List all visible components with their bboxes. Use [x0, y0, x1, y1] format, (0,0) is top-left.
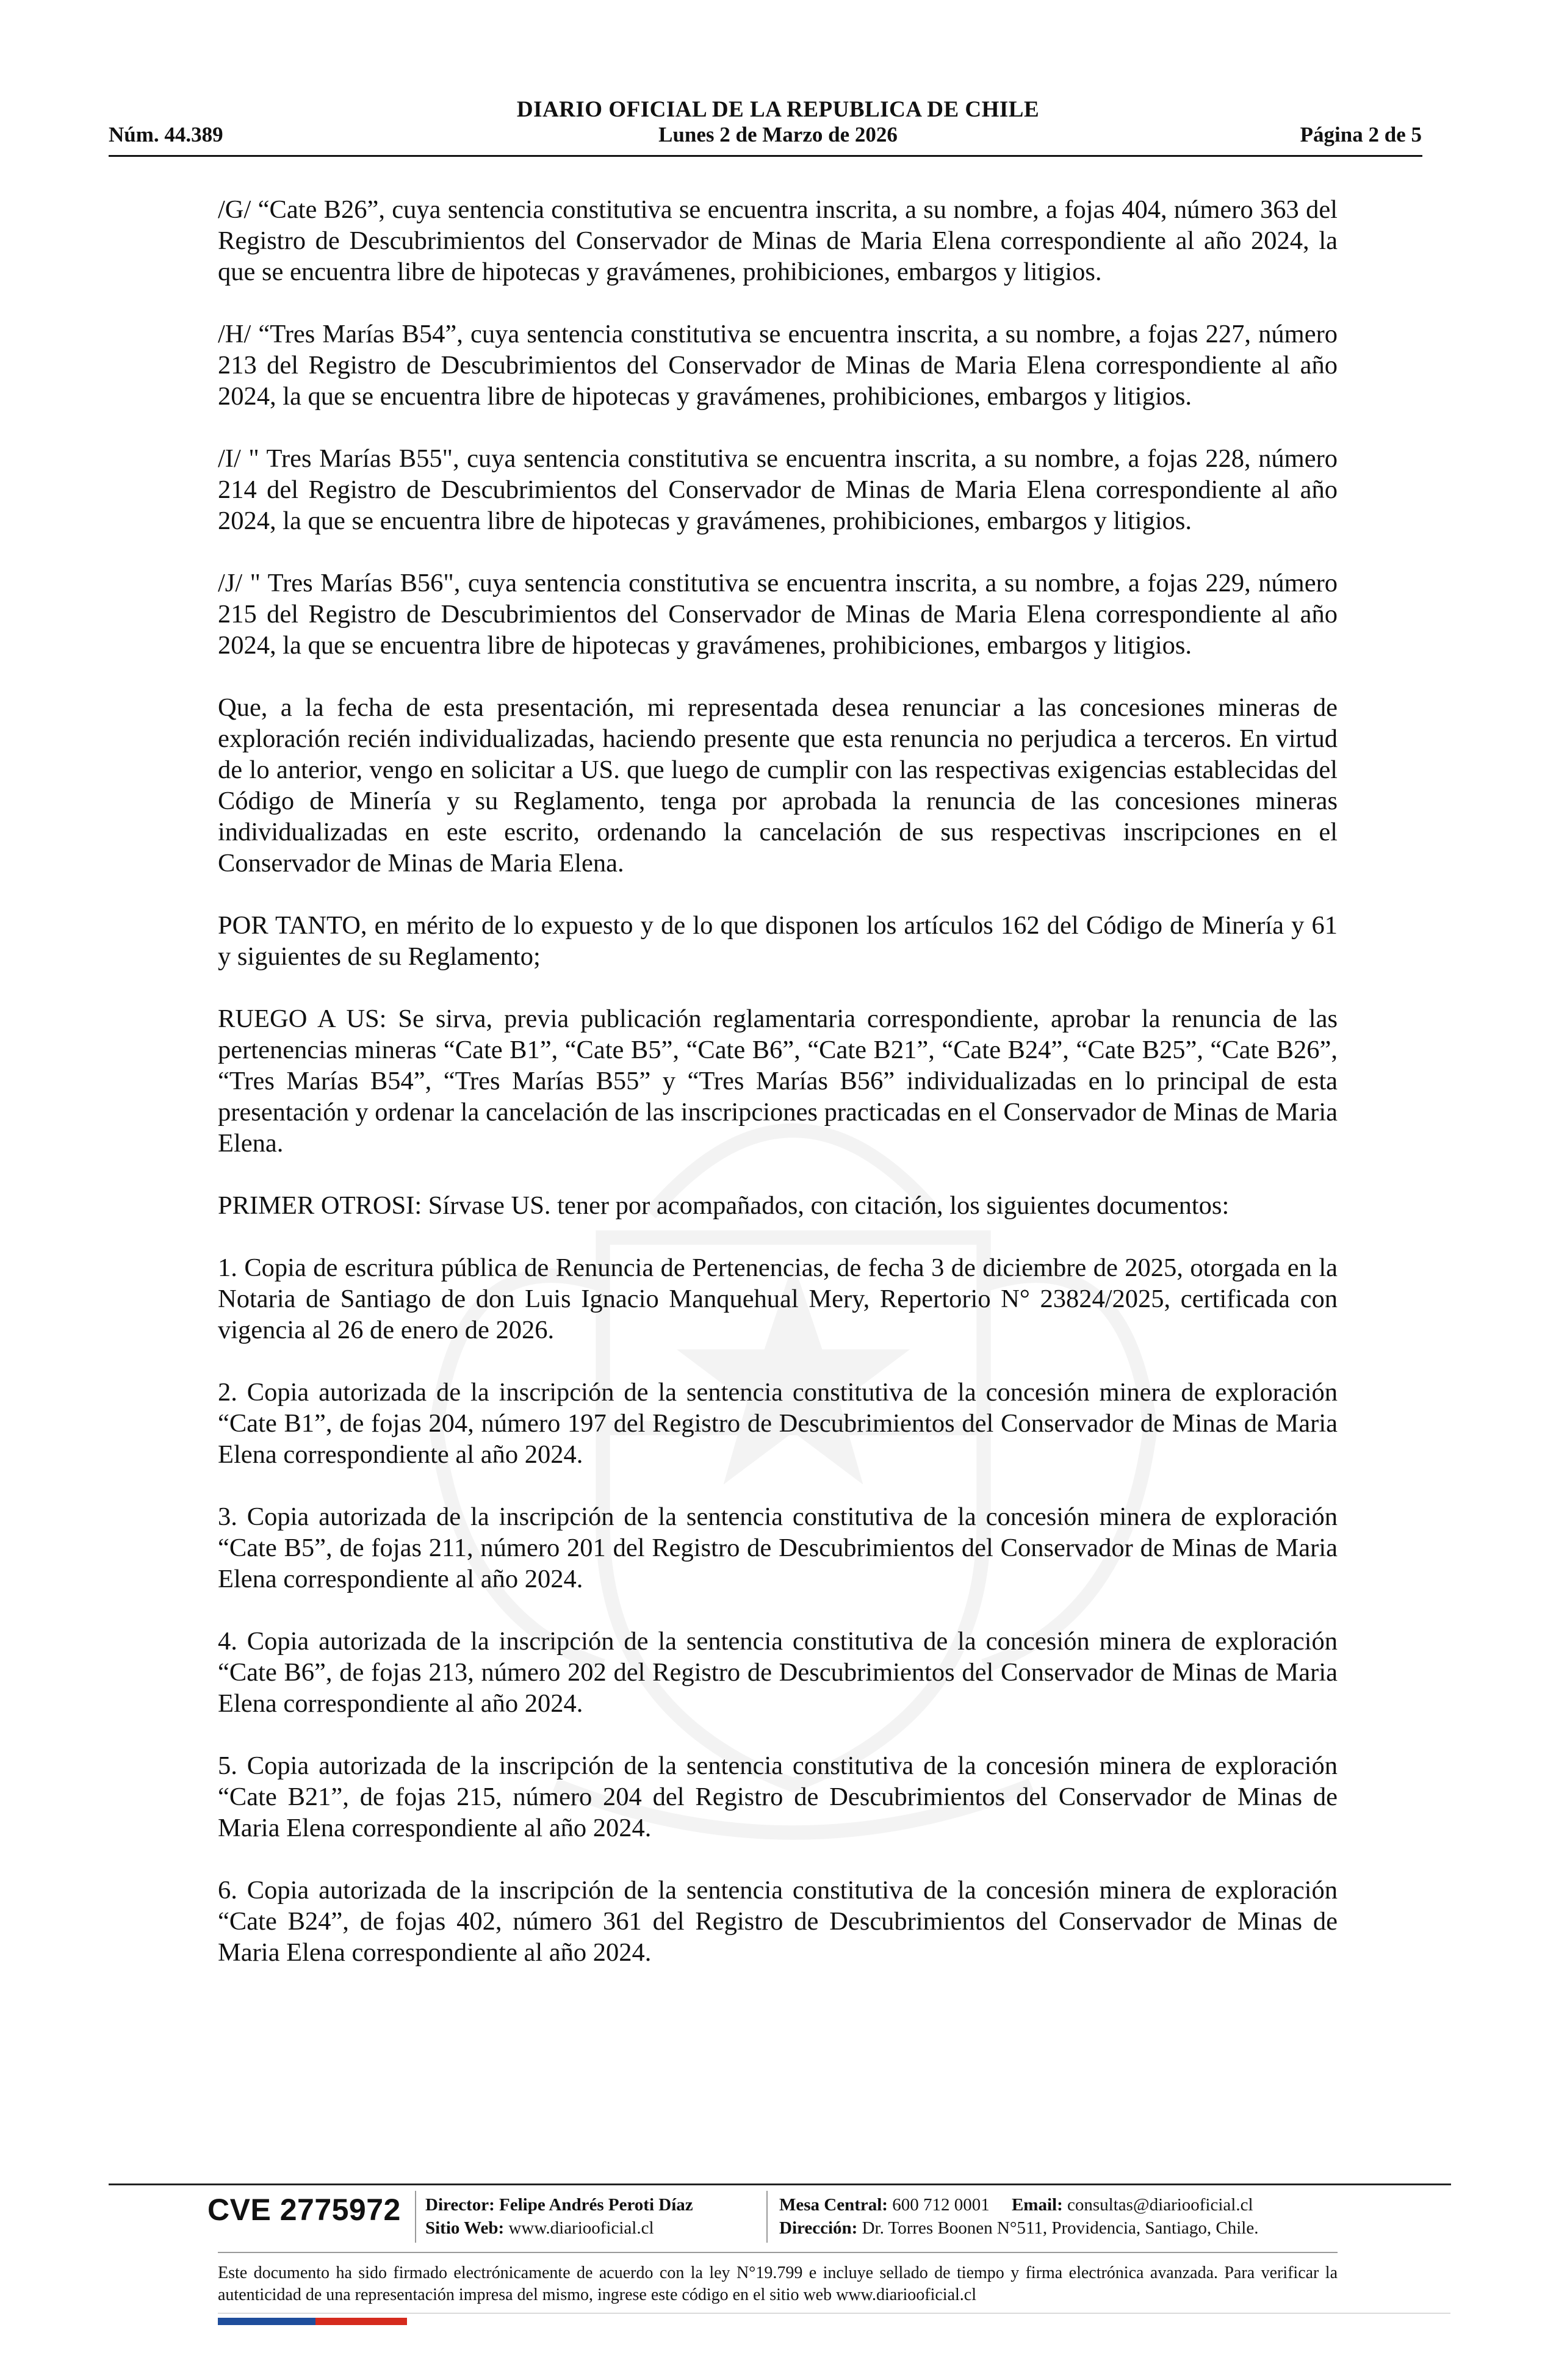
- document-list-item-6: 6. Copia autorizada de la inscripción de la sentencia constitutiva de la concesión minera de exploración “Cate B24”, de fojas 402, número 361 del Registro de Descubrimientos del Conservador de Minas de Maria Elena correspondiente al año 2024.: [218, 1876, 1338, 1967]
- director-label: Director:: [425, 2195, 495, 2215]
- issue-date: Lunes 2 de Marzo de 2026: [658, 123, 898, 146]
- document-body: [218, 194, 1338, 1999]
- footer-separator: [766, 2191, 768, 2243]
- header-divider: [109, 155, 1422, 157]
- paragraph-i-tres-marias-b55: /I/ " Tres Marías B55", cuya sentencia constitutiva se encuentra inscrita, a su nombre, a fojas 228, número 214 del Registro de Descubrimientos del Conservador de Minas de Maria Elena correspondiente al año 2024, la que se encuentra libre de hipotecas y gravámenes, prohibiciones, embargos y litigios.: [218, 444, 1338, 535]
- document-list-item-3: 3. Copia autorizada de la inscripción de la sentencia constitutiva de la concesión minera de exploración “Cate B5”, de fojas 211, número 201 del Registro de Descubrimientos del Conservador de Minas de Maria Elena correspondiente al año 2024.: [218, 1502, 1338, 1593]
- paragraph-j-tres-marias-b56: /J/ " Tres Marías B56", cuya sentencia constitutiva se encuentra inscrita, a su nombre, a fojas 229, número 215 del Registro de Descubrimientos del Conservador de Minas de Maria Elena correspondiente al año 2024, la que se encuentra libre de hipotecas y gravámenes, prohibiciones, embargos y litigios.: [218, 569, 1338, 660]
- paragraph-ruego-a-us: RUEGO A US: Se sirva, previa publicación reglamentaria correspondiente, aprobar la renuncia de las pertenencias mineras “Cate B1”, “Cate B5”, “Cate B6”, “Cate B21”, “Cate B24”, “Cate B25”, “Cate B26”, “Tres Marías B54”, “Tres Marías B55” y “Tres Marías B56” individualizadas en lo principal de esta presentación y ordenar la cancelación de las inscripciones practicadas en el Conservador de Minas de Maria Elena.: [218, 1004, 1338, 1158]
- paragraph-renunciation-request: Que, a la fecha de esta presentación, mi representada desea renunciar a las concesiones mineras de exploración recién individualizadas, haciendo presente que esta renuncia no perjudica a terceros. En virtud de lo anterior, vengo en solicitar a US. que luego de cumplir con las respectivas exigencias establecidas del Código de Minería y su Reglamento, tenga por aprobada la renuncia de las concesiones mineras individualizadas en este escrito, ordenando la cancelación de sus respectivas inscripciones en el Conservador de Minas de Maria Elena.: [218, 693, 1338, 878]
- footer-director-block: [425, 2193, 693, 2240]
- email-label: Email:: [1011, 2195, 1063, 2215]
- paragraph-primer-otrosi: PRIMER OTROSI: Sírvase US. tener por acompañados, con citación, los siguientes documentos:: [218, 1191, 1230, 1220]
- page-indicator: Página 2 de 5: [1300, 123, 1422, 146]
- newspaper-title: DIARIO OFICIAL DE LA REPUBLICA DE CHILE: [516, 97, 1040, 122]
- footer-separator: [415, 2191, 416, 2243]
- address-value: Dr. Torres Boonen N°511, Providencia, Santiago, Chile.: [862, 2218, 1259, 2238]
- address-label: Dirección:: [779, 2218, 858, 2238]
- site-link[interactable]: www.diariooficial.cl: [508, 2218, 654, 2238]
- document-list-item-4: 4. Copia autorizada de la inscripción de la sentencia constitutiva de la concesión minera de exploración “Cate B6”, de fojas 213, número 202 del Registro de Descubrimientos del Conservador de Minas de Maria Elena correspondiente al año 2024.: [218, 1627, 1338, 1718]
- mesa-label: Mesa Central:: [779, 2195, 888, 2215]
- footer-divider-middle: [218, 2252, 1338, 2253]
- cve-code: CVE 2775972: [207, 2193, 401, 2227]
- issue-number: Núm. 44.389: [109, 123, 223, 146]
- flag-red-band: [315, 2318, 407, 2325]
- paragraph-h-tres-marias-b54: /H/ “Tres Marías B54”, cuya sentencia constitutiva se encuentra inscrita, a su nombre, a fojas 227, número 213 del Registro de Descubrimientos del Conservador de Minas de Maria Elena correspondiente al año 2024, la que se encuentra libre de hipotecas y gravámenes, prohibiciones, embargos y litigios.: [218, 320, 1338, 411]
- chile-flag-stripe: [218, 2318, 407, 2325]
- paragraph-por-tanto: POR TANTO, en mérito de lo expuesto y de lo que disponen los artículos 162 del Código de Minería y 61 y siguientes de su Reglamento;: [218, 911, 1338, 971]
- director-name: Felipe Andrés Peroti Díaz: [499, 2195, 693, 2215]
- footer-divider-top: [109, 2183, 1451, 2185]
- site-label: Sitio Web:: [425, 2218, 505, 2238]
- flag-blue-band: [218, 2318, 315, 2325]
- document-list-item-1: 1. Copia de escritura pública de Renuncia de Pertenencias, de fecha 3 de diciembre de 2025, otorgada en la Notaria de Santiago de don Luis Ignacio Manquehual Mery, Repertorio N° 23824/2025, certificada con vigencia al 26 de enero de 2026.: [218, 1253, 1338, 1344]
- document-list-item-2: 2. Copia autorizada de la inscripción de la sentencia constitutiva de la concesión minera de exploración “Cate B1”, de fojas 204, número 197 del Registro de Descubrimientos del Conservador de Minas de Maria Elena correspondiente al año 2024.: [218, 1378, 1338, 1469]
- mesa-phone: 600 712 0001: [892, 2195, 990, 2215]
- document-list-item-5: 5. Copia autorizada de la inscripción de la sentencia constitutiva de la concesión minera de exploración “Cate B21”, de fojas 215, número 204 del Registro de Descubrimientos del Conservador de Minas de Maria Elena correspondiente al año 2024.: [218, 1751, 1338, 1842]
- footer-contact-block: [779, 2193, 1258, 2240]
- electronic-signature-note: Este documento ha sido firmado electrónicamente de acuerdo con la ley N°19.799 e incluye sellado de tiempo y firma electrónica avanzada. Para verificar la autenticidad de una representación impresa del mismo, ingrese este código en el sitio web www.diariooficial.cl: [218, 2263, 1338, 2304]
- email-link[interactable]: consultas@diariooficial.cl: [1067, 2195, 1253, 2215]
- paragraph-g-cate-b26: /G/ “Cate B26”, cuya sentencia constitutiva se encuentra inscrita, a su nombre, a fojas 404, número 363 del Registro de Descubrimientos del Conservador de Minas de Maria Elena correspondiente al año 2024, la que se encuentra libre de hipotecas y gravámenes, prohibiciones, embargos y litigios.: [218, 195, 1338, 286]
